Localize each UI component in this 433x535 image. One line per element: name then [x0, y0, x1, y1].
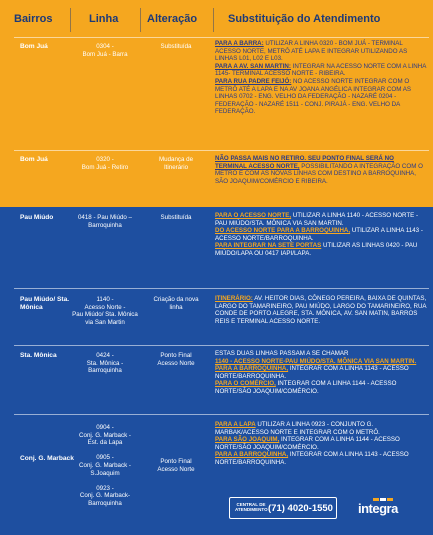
sub-paragraph [215, 451, 427, 466]
logo-text: integra [358, 501, 398, 516]
highlight-text: PARA INTEGRAR NA SETE PORTAS [215, 242, 322, 250]
cell-line: 0424 - [96, 352, 114, 359]
sub-paragraph [215, 358, 427, 366]
cell-line: 0923 - [96, 484, 114, 492]
header-divider [140, 8, 141, 32]
cell-line: 0320 - [96, 156, 114, 163]
table-row [0, 150, 433, 206]
highlight-text: PARA A BARROQUINHA, [215, 365, 289, 373]
highlight-text: PARA A AV. SAN MARTIN: [215, 62, 291, 70]
body-text: POSSIBILITANDO A INTEGRAÇÃO COM O METRÔ E COM AS NOVAS LINHAS COM DESTINO A BARROQUINHA, SÃO JOAQUIM/COMÉRCIO E RIBEIRA. [215, 162, 423, 185]
cell-linha [66, 424, 144, 508]
cell-alteracao [143, 458, 209, 473]
sub-paragraph [215, 436, 427, 451]
header-divider [70, 8, 71, 32]
cell-line [66, 477, 144, 485]
cell-line: Mudança de [158, 156, 194, 163]
body-text: INTEGRAR COM A LINHA 1143 - ACESSO NORTE/BARROQUINHA. [215, 365, 409, 380]
cell-line: 0418 - Pau Miúdo – [77, 214, 132, 221]
cell-alteracao [143, 214, 209, 222]
cell-substituicao [215, 350, 427, 396]
central-atendimento [229, 497, 337, 519]
cell-line: 0904 - [96, 424, 114, 431]
cell-bairro: Conj. G. Marback [20, 455, 74, 462]
central-label: CENTRAL DE ATENDIMENTO [235, 502, 268, 512]
highlight-text: ITINERÁRIO: [215, 295, 253, 302]
sub-paragraph [215, 295, 427, 325]
cell-line: Pau Miúdo/ Sta. Mônica [72, 311, 138, 319]
body-text: AV. HEITOR DIAS, CÔNEGO PEREIRA, BAIXA DE QUINTAS, LARGO DO TAMARINEIRO, PAU MIÚDO, LARGO DO TAMARINEIRO, RUA CONDE DE PORTO ALEGRE, STA. MÔNICA, AV. SAN MATIN, BARROS REIS E TERMINAL ACESSO NORTE. [215, 295, 427, 325]
sub-paragraph [215, 365, 427, 380]
cell-line: 0905 - [96, 454, 114, 462]
highlight-text: PARA RUA PADRE FEIJÓ: [215, 77, 292, 85]
body-text: UTILIZAR A LINHA 0320 - BOM JUÁ - TERMINAL ACESSO NORTE, METRÔ ATÉ LAPA E INTEGRAR UTILIZANDO AS LINHAS L01, L02 E L03. [215, 40, 408, 63]
cell-line: S.Joaquim [90, 469, 120, 477]
cell-bairro: Bom Juá [20, 43, 48, 50]
sub-paragraph [215, 212, 427, 227]
highlight-text: PARA A BARRA: [215, 40, 264, 47]
cell-bairro: Pau Miúdo/ Sta. Mônica [20, 296, 70, 311]
cell-line: Conj. G. Marback- [79, 492, 131, 500]
body-text: INTEGRAR NA ACESSO NORTE COM A LINHA 1145- TERMINAL ACESSO NORTE - RIBEIRA. [215, 62, 426, 78]
highlight-text: PARA A LAPA [215, 421, 256, 428]
cell-line: linha [169, 303, 183, 311]
cell-substituicao [215, 421, 427, 467]
cell-bairro: Bom Juá [20, 156, 48, 163]
cell-line: Barroquinha [88, 221, 122, 229]
highlight-text: 1140 - ACESSO NORTE-PAU MIÚDO/STA. MÔNICA VIA SAN MARTIN. [215, 357, 417, 365]
cell-line: 0304 - [96, 43, 114, 50]
sub-paragraph [215, 78, 427, 116]
cell-substituicao [215, 212, 427, 258]
cell-line [66, 447, 144, 455]
sub-paragraph [215, 380, 427, 395]
cell-line: Bom Juá - Barra [82, 50, 128, 58]
body-text: INTEGRAR COM A LINHA 1144 - ACESSO NORTE/SÃO JOAQUIM/COMÉRCIO. [215, 436, 400, 451]
cell-line: Substituída [160, 214, 192, 221]
table-row [0, 37, 433, 149]
table-header [0, 0, 433, 37]
table-row [0, 288, 433, 345]
header-linha: Linha [89, 13, 119, 25]
cell-line: Substituída [160, 43, 192, 50]
body-text: ESTAS DUAS LINHAS PASSAM A SE CHAMAR [215, 350, 349, 357]
cell-line: Conj. G. Marback - [79, 461, 131, 469]
highlight-text: PARA O COMÉRCIO, [215, 380, 276, 388]
integra-logo [358, 498, 418, 518]
cell-line: Conj. G. Marback - [79, 431, 131, 439]
cell-line: Est. da Lapa [87, 439, 123, 447]
sub-paragraph [215, 63, 427, 78]
body-text: UTILIZAR A LINHA 0923 - CONJUNTO G. MARBAK/ACESSO NORTE E INTEGRAR COM O METRÔ. [215, 421, 380, 436]
cell-linha [66, 214, 144, 229]
body-text: UTILIZAR AS LINHAS 0420 - PAU MIÚDO/LAPA OU 0417 IAPI/LAPA. [215, 242, 418, 257]
cell-substituicao [215, 155, 427, 185]
cell-linha [66, 43, 144, 58]
logo-mark-icon [373, 498, 393, 502]
cell-alteracao [143, 296, 209, 311]
highlight-text: DO ACESSO NORTE PARA A BARROQUINHA, [215, 227, 351, 235]
cell-bairro: Pau Miúdo [20, 214, 54, 221]
cell-bairro: Sta. Mônica [20, 352, 57, 359]
cell-substituicao [215, 40, 427, 116]
cell-line: Barroquinha [88, 367, 122, 375]
cell-alteracao [143, 156, 209, 171]
sub-paragraph [215, 421, 427, 436]
table-row [0, 207, 433, 288]
sub-paragraph [215, 350, 427, 358]
sub-paragraph [215, 40, 427, 63]
cell-line: Bom Juá - Retiro [81, 163, 129, 171]
body-text: NO ACESSO NORTE INTEGRAR COM O METRÔ ATÉ A LAPA E NA AV JOANA ANGÉLICA INTEGRAR COM AS LINHAS 0702 - ENG. VELHO DA FEDERAÇÃO - NAZARÉ 0204 - FEDERAÇÃO - NAZARÉ 1511 - CONJ. PIRAJÁ - ENG. VELHO DA FEDERAÇÃO. [215, 77, 411, 116]
central-phone: (71) 4020-1550 [268, 503, 333, 514]
sub-paragraph [215, 242, 427, 257]
cell-line: Barroquinha [88, 499, 122, 507]
highlight-text: PARA O ACESSO NORTE, [215, 212, 292, 219]
cell-alteracao [143, 352, 209, 367]
cell-substituicao [215, 295, 427, 325]
table-row [0, 345, 433, 413]
header-divider [213, 8, 214, 32]
body-text: UTILIZAR A LINHA 1140 - ACESSO NORTE - PAU MIÚDO/STA. MÔNICA VIA SAN MARTIN. [215, 212, 419, 227]
cell-line: Ponto Final [160, 352, 192, 359]
cell-linha [66, 296, 144, 326]
cell-linha [66, 156, 144, 171]
cell-line: Acesso Norte [157, 465, 195, 473]
header-alteracao: Alteração [147, 13, 198, 25]
cell-line: Criação da nova [153, 296, 199, 303]
highlight-text: PARA SÃO JOAQUIM, [215, 436, 280, 444]
sub-paragraph [215, 155, 427, 185]
body-text: INTEGRAR COM A LINHA 1143 - ACESSO NORTE/BARROQUINHA. [215, 451, 409, 466]
highlight-text: NÃO PASSA MAIS NO RETIRO. SEU PONTO FINAL SERÁ NO TERMINAL ACESSO NORTE, [215, 155, 394, 170]
cell-linha [66, 352, 144, 375]
body-text: INTEGRAR COM A LINHA 1144 - ACESSO NORTE/SÃO JOAQUIM/COMÉRCIO. [215, 380, 397, 395]
header-bairros: Bairros [14, 13, 53, 25]
cell-line: Itinerário [163, 163, 189, 171]
cell-alteracao [143, 43, 209, 51]
cell-line: via San Martin [85, 318, 125, 326]
cell-line: Ponto Final [160, 458, 192, 465]
cell-line: 1140 - [96, 296, 114, 303]
cell-line: Acesso Norte - [84, 303, 126, 311]
highlight-text: PARA A BARROQUINHA, [215, 451, 289, 459]
header-substituicao: Substituição do Atendimento [228, 13, 381, 25]
body-text: UTILIZAR A LINHA 1143 - ACESSO NORTE/BARROQUINHA. [215, 227, 423, 242]
cell-line: Acesso Norte [157, 359, 195, 367]
cell-line: Sta. Mônica - [86, 359, 124, 367]
sub-paragraph [215, 227, 427, 242]
